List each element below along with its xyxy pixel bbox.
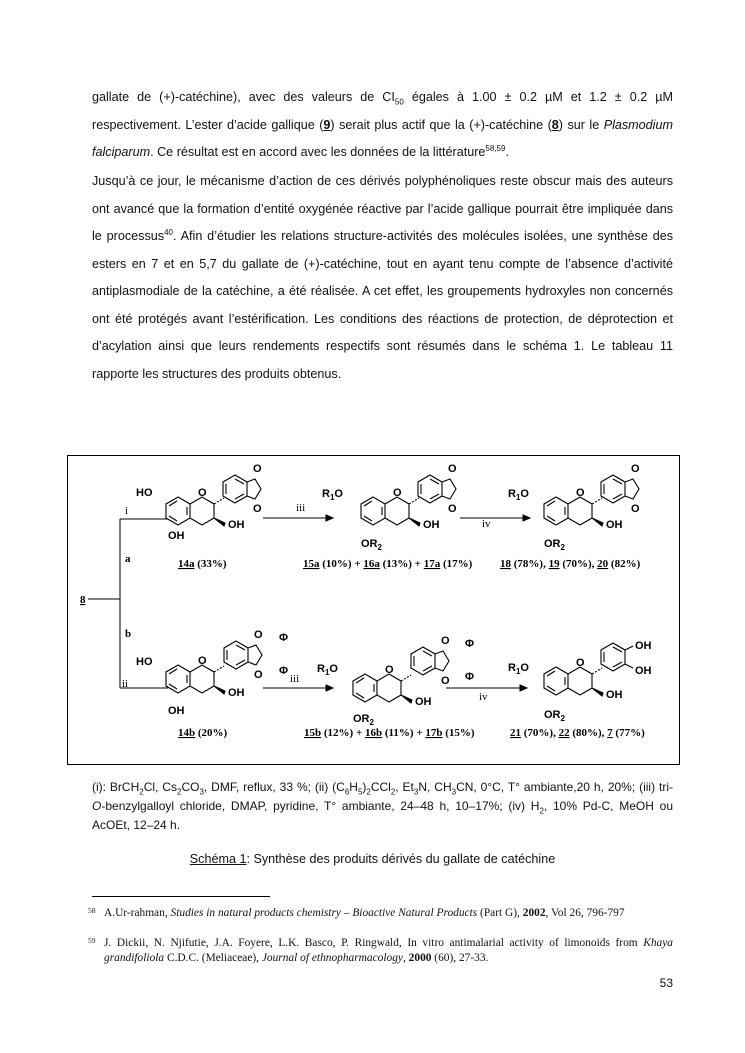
svg-text:OH: OH bbox=[635, 665, 652, 677]
svg-text:Φ: Φ bbox=[279, 665, 289, 677]
step-iii-label-b: iii bbox=[290, 673, 300, 685]
svg-text:OH: OH bbox=[168, 530, 185, 542]
body-paragraph-1: gallate de (+)-catéchine), avec des valeurs de $CI_{50}$ égales à 1.00 ± 0.2 µM et 1.2 ± 0.2 µM respectivement. L’ester d’acide gallique (9) serait plus actif que la (+)-catéchine (8) sur le Plasmodium falciparum. Ce résultat est en accord avec les données de la littérature$^{58,59}$. bbox=[92, 90, 673, 159]
route-b-label: b bbox=[125, 628, 132, 640]
label-18-19-20: 18 (78%), 19 (70%), 20 (82%) bbox=[500, 558, 641, 570]
svg-text:O: O bbox=[631, 463, 640, 475]
svg-text:O: O bbox=[253, 503, 262, 515]
molecule-15a bbox=[322, 463, 457, 552]
svg-text:O: O bbox=[253, 463, 262, 475]
molecule-15b bbox=[317, 635, 474, 727]
svg-text:R1O: $R_1O$ bbox=[322, 488, 343, 502]
reaction-arrows bbox=[263, 515, 530, 691]
footnote-59: 59 J. Dickii, N. Njifutie, J.A. Foyere, L.K. Basco, P. Ringwald, In vitro antimalarial activity of limonoids from Khaya grandifoliola C.D.C. (Meliaceae), Journal of ethnopharmacology, 2000 (60), 27-33. bbox=[88, 936, 673, 964]
svg-text:O: O bbox=[254, 669, 263, 681]
svg-text:O: O bbox=[441, 635, 450, 647]
svg-text:O: O bbox=[441, 675, 450, 687]
svg-text:OR2: $OR_2$ bbox=[544, 538, 565, 552]
svg-text:OH: OH bbox=[423, 519, 440, 531]
svg-text:OR2: $OR_2$ bbox=[544, 709, 565, 723]
svg-text:OH: OH bbox=[228, 687, 245, 699]
species-name: Plasmodium falciparum bbox=[92, 117, 673, 159]
svg-text:Φ: Φ bbox=[465, 671, 475, 683]
svg-text:O: O bbox=[385, 664, 394, 676]
svg-text:OH: OH bbox=[606, 519, 623, 531]
svg-text:R1O: $R_1O$ bbox=[317, 663, 338, 677]
svg-text:O: O bbox=[198, 487, 207, 499]
citation-58-59: 58,59 bbox=[485, 143, 506, 153]
molecule-14a bbox=[136, 463, 262, 542]
svg-text:O: O bbox=[198, 655, 207, 667]
svg-text:Φ: Φ bbox=[279, 632, 289, 644]
molecule-14b bbox=[136, 629, 288, 717]
synthesis-scheme bbox=[67, 455, 680, 765]
svg-text:OR2: $OR_2$ bbox=[353, 713, 374, 727]
footnote-58: 58 A.Ur-rahman, Studies in natural products chemistry – Bioactive Natural Products (Part G), 2002, Vol 26, 796-797 bbox=[88, 906, 625, 919]
svg-text:O: O bbox=[576, 657, 585, 669]
svg-text:O: O bbox=[393, 487, 402, 499]
route-branch-lines bbox=[88, 519, 168, 688]
step-iv-label-b: iv bbox=[479, 691, 488, 703]
label-15b-16b-17b: 15b (12%) + 16b (11%) + 17b (15%) bbox=[304, 727, 475, 739]
step-i-label: i bbox=[125, 505, 129, 517]
page-number: 53 bbox=[659, 976, 673, 990]
start-compound-8: 8 bbox=[80, 594, 86, 606]
citation-40: 40 bbox=[164, 227, 173, 237]
svg-text:O: O bbox=[448, 503, 457, 515]
svg-text:OR2: $OR_2$ bbox=[361, 538, 382, 552]
svg-text:OH: OH bbox=[635, 640, 652, 652]
molecule-21 bbox=[508, 640, 652, 723]
svg-text:O: O bbox=[448, 463, 457, 475]
step-ii-label: ii bbox=[122, 678, 129, 690]
svg-text:O: O bbox=[254, 629, 263, 641]
label-14a: 14a (33%) bbox=[178, 558, 227, 570]
label-15a-16a-17a: 15a (10%) + 16a (13%) + 17a (17%) bbox=[303, 558, 473, 570]
svg-text:OH: OH bbox=[606, 689, 623, 701]
molecule-18 bbox=[508, 463, 640, 552]
compound-ref-8: 8 bbox=[551, 117, 559, 132]
svg-text:OH: OH bbox=[228, 519, 245, 531]
label-14b: 14b (20%) bbox=[178, 727, 228, 739]
svg-text:OH: OH bbox=[168, 705, 185, 717]
footnote-divider bbox=[92, 896, 270, 897]
svg-text:Φ: Φ bbox=[465, 638, 475, 650]
svg-text:OH: OH bbox=[415, 696, 432, 708]
svg-text:HO: HO bbox=[136, 656, 153, 668]
compound-ref-9: 9 bbox=[323, 117, 331, 132]
step-iv-label-a: iv bbox=[482, 518, 491, 530]
step-iii-label-a: iii bbox=[296, 502, 306, 514]
svg-text:O: O bbox=[576, 487, 585, 499]
svg-text:HO: HO bbox=[136, 487, 153, 499]
scheme-title: Schéma 1: Synthèse des produits dérivés du gallate de catéchine bbox=[189, 852, 556, 866]
svg-text:R1O: $R_1O$ bbox=[508, 488, 529, 502]
svg-text:R1O: $R_1O$ bbox=[508, 662, 529, 676]
label-21-22-7: 21 (70%), 22 (80%), 7 (77%) bbox=[510, 727, 645, 739]
reaction-conditions: (i): BrCH$_2$Cl, $Cs_2CO_3$, DMF, reflux, 33 %; (ii) $(C_6H_5)_2CCl_2$, $Et_3N$, $CH_3CN$, 0°C, T° ambiante,20 h, 20%; (iii) tri-O-benzylgalloyl chloride, DMAP, pyridine, T° ambiante, 24–48 h, 10–17%; (iv) $H_2$, 10% Pd-C, MeOH ou AcOEt, 12–24 h. bbox=[92, 780, 674, 832]
svg-text:O: O bbox=[631, 503, 640, 515]
body-paragraph-2: Jusqu’à ce jour, le mécanisme d’action de ces dérivés polyphénoliques reste obscur mais des auteurs ont avancé que la formation d’entité oxygénée réactive par l’acide gallique pourrait être impliquée dans le processus$^{40}$. Afin d’étudier les relations structure-activités des molécules isolées, une synthèse des esters en 7 et en 5,7 du gallate de (+)-catéchine, tout en ayant tenu compte de l’absence d’activité antiplasmodiale de la catéchine, a été réalisée. A cet effet, les groupements hydroxyles non concernés ont été protégés avant l’estérification. Les conditions des réactions de protection, de déprotection et d’acylation ainsi que leurs rendements respectifs sont résumés dans le schéma 1. Le tableau 11 rapporte les structures des produits obtenus. bbox=[92, 174, 673, 381]
route-a-label: a bbox=[125, 553, 131, 565]
